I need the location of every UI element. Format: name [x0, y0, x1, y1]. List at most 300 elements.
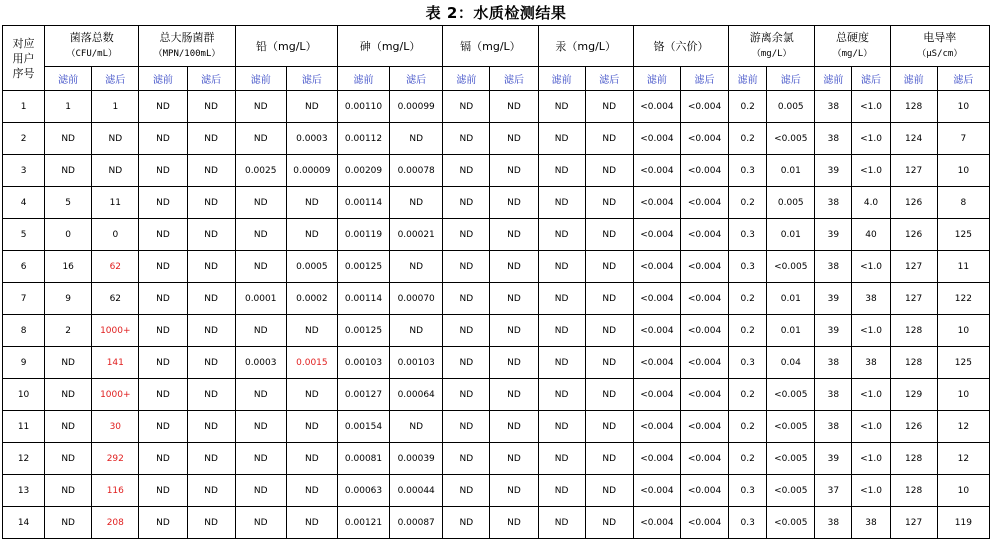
- table-cell: ND: [235, 411, 286, 443]
- table-cell: 127: [890, 251, 937, 283]
- table-cell: 1: [92, 91, 139, 123]
- subheader-after: 滤后: [767, 67, 815, 91]
- table-cell: <0.004: [680, 155, 728, 187]
- table-cell: ND: [443, 411, 490, 443]
- table-cell: ND: [585, 443, 633, 475]
- table-cell: ND: [490, 411, 538, 443]
- table-cell: 38: [852, 347, 890, 379]
- table-cell: ND: [187, 123, 235, 155]
- column-header-name: 汞（mg/L）: [555, 39, 616, 53]
- table-cell: ND: [45, 347, 92, 379]
- table-cell: ND: [443, 251, 490, 283]
- column-header-name: 砷（mg/L）: [359, 39, 421, 53]
- table-cell: 8: [937, 187, 989, 219]
- column-header-total-hardness: [815, 26, 890, 67]
- table-cell: 126: [890, 187, 937, 219]
- table-cell: 0.005: [767, 187, 815, 219]
- table-cell: ND: [235, 123, 286, 155]
- table-cell: 0.0005: [286, 251, 337, 283]
- table-cell: ND: [538, 315, 585, 347]
- water-quality-table: [2, 25, 990, 539]
- table-cell: 38: [852, 283, 890, 315]
- table-row: [3, 347, 990, 379]
- column-header-name: 铬（六价）: [653, 39, 709, 53]
- table-cell: 0.00064: [390, 379, 443, 411]
- row-number: 8: [3, 315, 45, 347]
- table-cell: <0.004: [680, 507, 728, 539]
- table-cell: ND: [286, 443, 337, 475]
- table-cell: 126: [890, 411, 937, 443]
- row-number: 10: [3, 379, 45, 411]
- table-row: [3, 315, 990, 347]
- subheader-before: 滤前: [890, 67, 937, 91]
- table-cell: ND: [45, 475, 92, 507]
- subheader-after: 滤后: [937, 67, 989, 91]
- table-cell: 10: [937, 155, 989, 187]
- row-number-header-line1: 对应: [12, 36, 35, 50]
- table-cell: <0.004: [633, 411, 680, 443]
- table-cell: 0.00081: [337, 443, 389, 475]
- table-cell: <0.005: [767, 507, 815, 539]
- table-cell: 0: [92, 219, 139, 251]
- table-cell: 38: [852, 507, 890, 539]
- table-cell: 0.3: [729, 347, 767, 379]
- table-row: [3, 411, 990, 443]
- column-header-name: 菌落总数: [69, 31, 114, 44]
- table-cell: 0.01: [767, 219, 815, 251]
- table-cell: ND: [585, 283, 633, 315]
- subheader-before: 滤前: [538, 67, 585, 91]
- table-cell: 0.2: [729, 91, 767, 123]
- table-cell: ND: [443, 347, 490, 379]
- table-cell: <0.004: [680, 411, 728, 443]
- table-cell: ND: [235, 443, 286, 475]
- table-cell: ND: [187, 315, 235, 347]
- table-cell: ND: [538, 155, 585, 187]
- table-cell: 141: [92, 347, 139, 379]
- subheader-before: 滤前: [633, 67, 680, 91]
- table-cell: ND: [187, 379, 235, 411]
- table-cell: ND: [585, 123, 633, 155]
- table-cell: 38: [815, 411, 852, 443]
- subheader-before: 滤前: [45, 67, 92, 91]
- table-cell: <0.004: [633, 251, 680, 283]
- table-cell: ND: [490, 155, 538, 187]
- table-cell: <0.004: [680, 251, 728, 283]
- table-cell: 0.00103: [390, 347, 443, 379]
- table-cell: ND: [538, 379, 585, 411]
- table-cell: 127: [890, 283, 937, 315]
- table-cell: 0: [45, 219, 92, 251]
- table-cell: 38: [815, 507, 852, 539]
- column-header-name: 总大肠菌群: [159, 31, 215, 44]
- table-cell: <0.004: [633, 443, 680, 475]
- table-cell: <0.004: [633, 507, 680, 539]
- table-cell: 38: [815, 379, 852, 411]
- table-cell: 7: [937, 123, 989, 155]
- table-cell: ND: [45, 123, 92, 155]
- table-cell: 0.2: [729, 123, 767, 155]
- table-cell: <1.0: [852, 123, 890, 155]
- table-cell: 0.00063: [337, 475, 389, 507]
- table-row: [3, 475, 990, 507]
- table-cell: 0.005: [767, 91, 815, 123]
- row-number: 13: [3, 475, 45, 507]
- table-cell: <1.0: [852, 251, 890, 283]
- table-cell: ND: [286, 411, 337, 443]
- table-cell: ND: [235, 507, 286, 539]
- table-cell: ND: [538, 507, 585, 539]
- table-cell: ND: [443, 443, 490, 475]
- table-cell: 62: [92, 283, 139, 315]
- table-cell: 128: [890, 347, 937, 379]
- table-cell: 126: [890, 219, 937, 251]
- table-cell: ND: [390, 251, 443, 283]
- table-cell: ND: [538, 475, 585, 507]
- table-cell: 0.01: [767, 315, 815, 347]
- table-cell: ND: [538, 91, 585, 123]
- table-cell: 128: [890, 91, 937, 123]
- table-cell: 38: [815, 347, 852, 379]
- table-cell: 0.00103: [337, 347, 389, 379]
- table-row: [3, 283, 990, 315]
- table-cell: ND: [139, 155, 187, 187]
- table-cell: ND: [443, 283, 490, 315]
- table-cell: ND: [286, 91, 337, 123]
- table-cell: ND: [443, 155, 490, 187]
- page-title: 表 2：水质检测结果: [425, 4, 567, 22]
- table-cell: 127: [890, 155, 937, 187]
- table-cell: ND: [45, 155, 92, 187]
- table-cell: 16: [45, 251, 92, 283]
- subheader-before: 滤前: [729, 67, 767, 91]
- row-number-header-line3: 序号: [12, 66, 35, 80]
- table-cell: 38: [815, 91, 852, 123]
- table-cell: 122: [937, 283, 989, 315]
- column-header-name: 总硬度: [835, 31, 869, 44]
- table-cell: ND: [490, 347, 538, 379]
- table-cell: ND: [187, 347, 235, 379]
- table-cell: 128: [890, 475, 937, 507]
- table-cell: 0.2: [729, 283, 767, 315]
- row-number: 3: [3, 155, 45, 187]
- table-cell: <0.004: [633, 155, 680, 187]
- subheader-after: 滤后: [390, 67, 443, 91]
- table-cell: ND: [45, 443, 92, 475]
- table-cell: ND: [443, 187, 490, 219]
- table-cell: 38: [815, 123, 852, 155]
- table-cell: ND: [490, 443, 538, 475]
- row-number: 2: [3, 123, 45, 155]
- table-cell: ND: [139, 187, 187, 219]
- table-cell: 0.00125: [337, 315, 389, 347]
- table-cell: <0.004: [633, 283, 680, 315]
- table-cell: 127: [890, 507, 937, 539]
- table-cell: 0.00125: [337, 251, 389, 283]
- table-cell: 0.3: [729, 507, 767, 539]
- table-cell: 10: [937, 91, 989, 123]
- subheader-before: 滤前: [235, 67, 286, 91]
- table-cell: ND: [585, 411, 633, 443]
- table-cell: 10: [937, 475, 989, 507]
- table-cell: 0.00209: [337, 155, 389, 187]
- table-cell: 125: [937, 347, 989, 379]
- table-cell: ND: [538, 283, 585, 315]
- table-row: [3, 443, 990, 475]
- table-cell: ND: [235, 315, 286, 347]
- subheader-after: 滤后: [585, 67, 633, 91]
- subheader-after: 滤后: [680, 67, 728, 91]
- table-cell: ND: [92, 155, 139, 187]
- table-cell: ND: [585, 315, 633, 347]
- table-cell: 4.0: [852, 187, 890, 219]
- table-cell: ND: [443, 315, 490, 347]
- table-cell: <0.004: [633, 347, 680, 379]
- table-cell: 292: [92, 443, 139, 475]
- subheader-after: 滤后: [852, 67, 890, 91]
- table-cell: <0.004: [680, 283, 728, 315]
- table-cell: 30: [92, 411, 139, 443]
- table-row: [3, 379, 990, 411]
- table-cell: 0.00021: [390, 219, 443, 251]
- table-row: [3, 91, 990, 123]
- table-cell: <0.005: [767, 475, 815, 507]
- table-cell: 0.3: [729, 475, 767, 507]
- table-cell: 0.3: [729, 155, 767, 187]
- table-cell: ND: [286, 315, 337, 347]
- table-cell: ND: [139, 219, 187, 251]
- table-cell: 0.2: [729, 315, 767, 347]
- table-cell: ND: [235, 219, 286, 251]
- table-cell: ND: [139, 507, 187, 539]
- table-cell: ND: [139, 347, 187, 379]
- table-cell: 0.00121: [337, 507, 389, 539]
- table-cell: ND: [585, 155, 633, 187]
- table-cell: ND: [490, 251, 538, 283]
- table-cell: ND: [187, 219, 235, 251]
- table-cell: 39: [815, 219, 852, 251]
- subheader-before: 滤前: [337, 67, 389, 91]
- table-cell: <0.004: [633, 379, 680, 411]
- table-cell: <0.004: [680, 379, 728, 411]
- table-cell: ND: [139, 91, 187, 123]
- column-header-name: 铅（mg/L）: [256, 39, 317, 53]
- table-cell: ND: [538, 411, 585, 443]
- table-cell: ND: [235, 475, 286, 507]
- table-cell: <0.004: [633, 187, 680, 219]
- table-cell: ND: [585, 187, 633, 219]
- subheader-before: 滤前: [815, 67, 852, 91]
- table-cell: 116: [92, 475, 139, 507]
- table-cell: 124: [890, 123, 937, 155]
- table-cell: ND: [286, 475, 337, 507]
- table-cell: ND: [538, 443, 585, 475]
- table-cell: ND: [490, 91, 538, 123]
- subheader-after: 滤后: [490, 67, 538, 91]
- table-cell: ND: [187, 507, 235, 539]
- table-cell: <1.0: [852, 155, 890, 187]
- table-cell: ND: [45, 411, 92, 443]
- table-row: [3, 123, 990, 155]
- row-number: 5: [3, 219, 45, 251]
- table-cell: 11: [92, 187, 139, 219]
- table-cell: <0.004: [680, 347, 728, 379]
- table-cell: 208: [92, 507, 139, 539]
- column-header-unit: （mg/L）: [832, 49, 873, 59]
- row-number: 7: [3, 283, 45, 315]
- table-cell: 39: [815, 155, 852, 187]
- subheader-after: 滤后: [187, 67, 235, 91]
- table-cell: 12: [937, 411, 989, 443]
- subheader-before: 滤前: [139, 67, 187, 91]
- table-cell: 0.00070: [390, 283, 443, 315]
- table-row: [3, 187, 990, 219]
- table-cell: 9: [45, 283, 92, 315]
- table-cell: 0.2: [729, 443, 767, 475]
- table-cell: ND: [490, 475, 538, 507]
- table-cell: ND: [443, 91, 490, 123]
- table-cell: <0.004: [633, 475, 680, 507]
- column-header-unit: （mg/L）: [751, 49, 792, 59]
- row-number: 4: [3, 187, 45, 219]
- table-cell: 0.00044: [390, 475, 443, 507]
- table-cell: ND: [443, 475, 490, 507]
- table-cell: 0.00110: [337, 91, 389, 123]
- column-header-name: 游离余氯: [749, 31, 794, 44]
- table-cell: 128: [890, 443, 937, 475]
- table-cell: 0.00154: [337, 411, 389, 443]
- table-cell: 1: [45, 91, 92, 123]
- table-cell: 0.01: [767, 155, 815, 187]
- table-cell: ND: [187, 251, 235, 283]
- table-cell: ND: [585, 507, 633, 539]
- subheader-after: 滤后: [92, 67, 139, 91]
- table-cell: 128: [890, 315, 937, 347]
- table-cell: 0.0003: [286, 123, 337, 155]
- table-cell: 0.00127: [337, 379, 389, 411]
- table-cell: 40: [852, 219, 890, 251]
- table-cell: <0.004: [680, 475, 728, 507]
- row-number: 6: [3, 251, 45, 283]
- table-cell: <0.005: [767, 379, 815, 411]
- table-cell: 10: [937, 315, 989, 347]
- subheader-before: 滤前: [443, 67, 490, 91]
- table-cell: ND: [235, 91, 286, 123]
- table-cell: 12: [937, 443, 989, 475]
- table-cell: ND: [187, 443, 235, 475]
- table-cell: <0.004: [680, 187, 728, 219]
- table-cell: <0.005: [767, 123, 815, 155]
- table-cell: 1000+: [92, 379, 139, 411]
- table-cell: 0.3: [729, 219, 767, 251]
- table-cell: 39: [815, 283, 852, 315]
- table-cell: 0.0001: [235, 283, 286, 315]
- table-cell: ND: [187, 91, 235, 123]
- table-cell: ND: [490, 187, 538, 219]
- table-cell: 0.0002: [286, 283, 337, 315]
- table-cell: 0.00039: [390, 443, 443, 475]
- table-cell: ND: [286, 219, 337, 251]
- table-cell: ND: [45, 379, 92, 411]
- table-cell: 0.00119: [337, 219, 389, 251]
- table-cell: ND: [585, 251, 633, 283]
- table-cell: ND: [390, 123, 443, 155]
- table-cell: ND: [585, 219, 633, 251]
- table-cell: ND: [390, 315, 443, 347]
- table-cell: <1.0: [852, 315, 890, 347]
- table-cell: ND: [187, 155, 235, 187]
- table-cell: ND: [139, 379, 187, 411]
- table-cell: <0.005: [767, 443, 815, 475]
- table-cell: ND: [443, 123, 490, 155]
- table-cell: <0.004: [680, 91, 728, 123]
- table-cell: 0.00114: [337, 187, 389, 219]
- table-cell: ND: [490, 379, 538, 411]
- table-cell: ND: [538, 219, 585, 251]
- table-cell: 0.00009: [286, 155, 337, 187]
- table-cell: <0.004: [680, 123, 728, 155]
- column-header-arsenic: [337, 26, 442, 67]
- table-cell: ND: [139, 443, 187, 475]
- table-cell: ND: [92, 123, 139, 155]
- table-cell: 0.04: [767, 347, 815, 379]
- row-number: 9: [3, 347, 45, 379]
- table-cell: 119: [937, 507, 989, 539]
- table-cell: ND: [187, 411, 235, 443]
- table-row: [3, 219, 990, 251]
- table-cell: ND: [235, 379, 286, 411]
- row-number-header-line2: 用户: [12, 51, 35, 65]
- table-cell: 0.00112: [337, 123, 389, 155]
- table-cell: ND: [286, 379, 337, 411]
- column-header-colony-count: [45, 26, 139, 67]
- table-cell: ND: [443, 379, 490, 411]
- table-cell: ND: [390, 411, 443, 443]
- column-header-lead: [235, 26, 337, 67]
- column-header-name: 电导率: [923, 31, 957, 44]
- table-cell: ND: [235, 251, 286, 283]
- table-cell: ND: [490, 507, 538, 539]
- table-cell: ND: [443, 507, 490, 539]
- table-cell: ND: [235, 187, 286, 219]
- table-cell: ND: [585, 379, 633, 411]
- column-header-conductivity: [890, 26, 989, 67]
- table-cell: 38: [815, 187, 852, 219]
- table-cell: <0.004: [633, 91, 680, 123]
- table-cell: ND: [139, 411, 187, 443]
- table-cell: ND: [490, 315, 538, 347]
- table-cell: 0.0003: [235, 347, 286, 379]
- subheader-after: 滤后: [286, 67, 337, 91]
- column-header-mercury: [538, 26, 633, 67]
- table-cell: <1.0: [852, 411, 890, 443]
- table-row: [3, 507, 990, 539]
- table-cell: 11: [937, 251, 989, 283]
- table-cell: 1000+: [92, 315, 139, 347]
- table-cell: ND: [139, 315, 187, 347]
- row-number: 14: [3, 507, 45, 539]
- table-cell: <1.0: [852, 91, 890, 123]
- table-cell: 39: [815, 315, 852, 347]
- table-cell: 0.2: [729, 187, 767, 219]
- table-cell: <1.0: [852, 443, 890, 475]
- table-cell: ND: [538, 187, 585, 219]
- table-cell: <0.005: [767, 411, 815, 443]
- table-cell: 5: [45, 187, 92, 219]
- table-cell: 0.0025: [235, 155, 286, 187]
- table-cell: 39: [815, 443, 852, 475]
- column-header-unit: （CFU/mL）: [66, 49, 117, 59]
